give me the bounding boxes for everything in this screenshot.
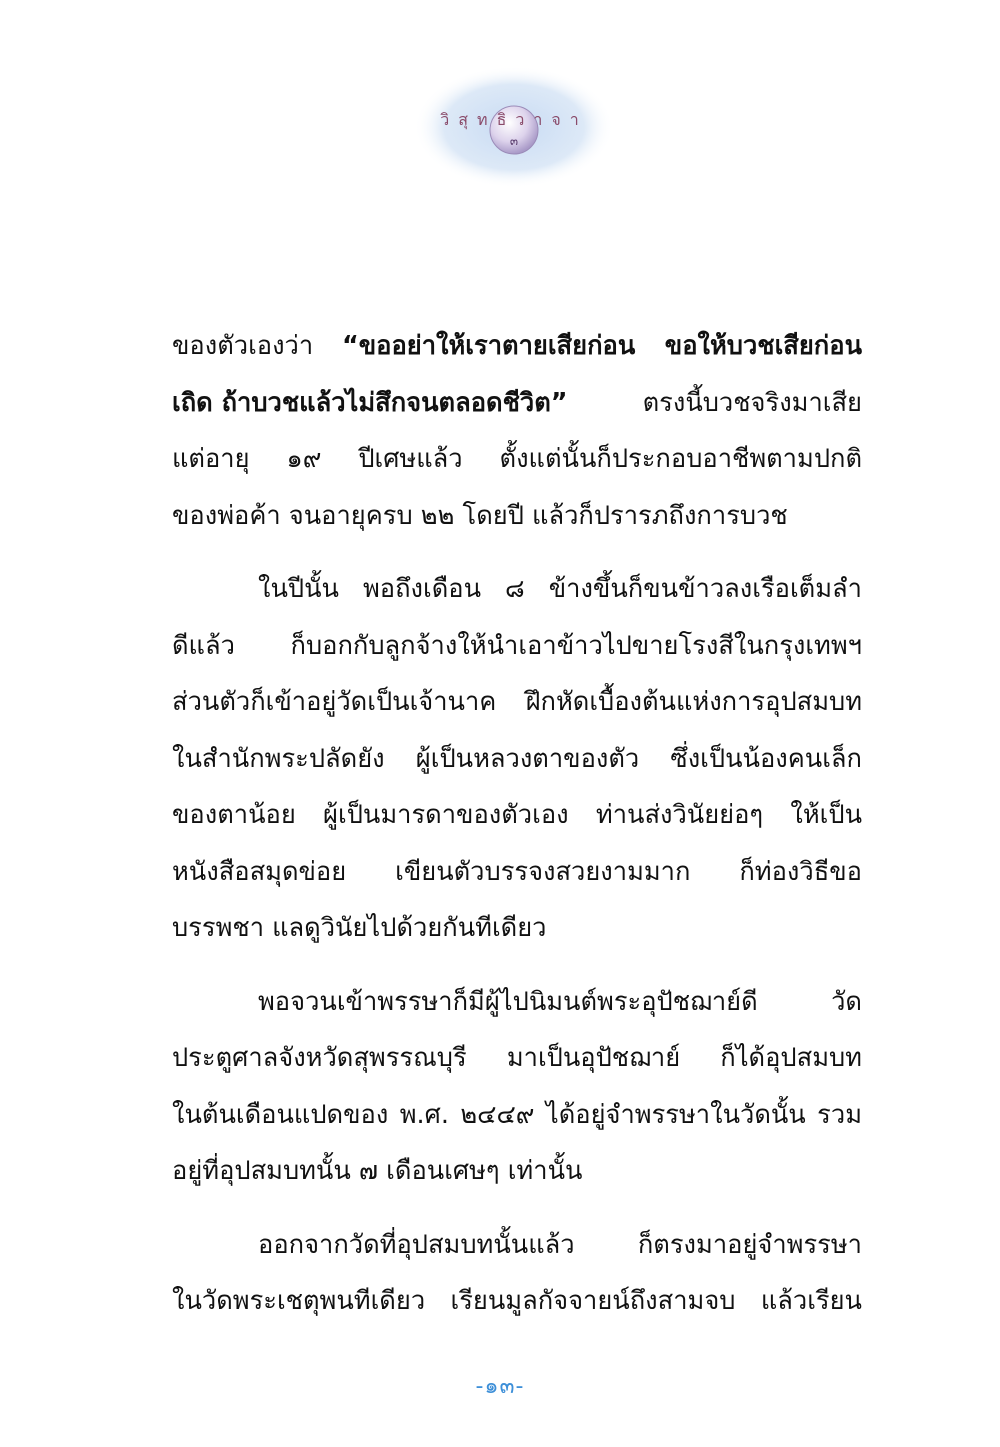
text-line: ประตูศาลจังหวัดสุพรรณบุรี มาเป็นอุปัชฌาย์ ก็ได้อุปสมบท — [172, 1043, 862, 1073]
text-line: ของตาน้อย ผู้เป็นมารดาของตัวเอง ท่านส่งวินัยย่อๆ ให้เป็น — [172, 800, 862, 830]
book-logo — [414, 66, 614, 188]
logo-title: วิสุทธิวาจา — [440, 110, 588, 129]
text-line: ดีแล้ว ก็บอกกับลูกจ้างให้นำเอาข้าวไปขายโรงสีในกรุงเทพฯ — [172, 630, 862, 661]
text-run: แต่อายุ ๑๙ ปีเศษแล้ว ตั้งแต่นั้นก็ประกอบอาชีพตามปกติ — [172, 444, 862, 474]
logo-badge: ๓ — [509, 134, 519, 148]
paragraph-2 — [172, 561, 862, 957]
page-number: -๑๓- — [475, 1374, 525, 1399]
text-line — [172, 375, 862, 432]
text-run: ของพ่อค้า จนอายุครบ ๒๒ โดยปี แล้วก็ปรารภถึงการบวช — [172, 500, 788, 531]
text-line — [172, 431, 862, 488]
paragraph-1 — [172, 318, 862, 544]
paragraph-3 — [172, 974, 862, 1200]
text-line: ออกจากวัดที่อุปสมบทนั้นแล้ว ก็ตรงมาอยู่จำพรรษา — [258, 1229, 862, 1260]
text-line: ส่วนตัวก็เข้าอยู่วัดเป็นเจ้านาค ฝึกหัดเบื้องต้นแห่งการอุปสมบท — [172, 687, 862, 717]
bold-quote-run: “ขออย่าให้เราตายเสียก่อน ขอให้บวชเสียก่อน — [341, 331, 862, 361]
text-line: ในสำนักพระปลัดยัง ผู้เป็นหลวงตาของตัว ซึ่งเป็นน้องคนเล็ก — [172, 743, 862, 774]
text-line — [172, 488, 862, 545]
text-line: ในต้นเดือนแปดของ พ.ศ. ๒๔๔๙ ได้อยู่จำพรรษาในวัดนั้น รวม — [172, 1099, 862, 1130]
text-run: ตรงนี้บวชจริงมาเสีย — [642, 387, 862, 418]
document-body — [172, 318, 862, 1330]
text-line: หนังสือสมุดข่อย เขียนตัวบรรจงสวยงามมาก ก็ท่องวิธีขอ — [172, 856, 862, 887]
bold-quote-run: เถิด ถ้าบวชแล้วไม่สึกจนตลอดชีวิต” — [172, 387, 568, 418]
text-line — [172, 318, 862, 375]
text-line: พอจวนเข้าพรรษาก็มีผู้ไปนิมนต์พระอุปัชฌาย์ดี วัด — [258, 986, 862, 1017]
text-line: อยู่ที่อุปสมบทนั้น ๗ เดือนเศษๆ เท่านั้น — [172, 1156, 583, 1186]
paragraph-4 — [172, 1217, 862, 1330]
text-line: บรรพชา แลดูวินัยไปด้วยกันทีเดียว — [172, 913, 547, 943]
text-line: ในปีนั้น พอถึงเดือน ๘ ข้างขึ้นก็ขนข้าวลงเรือเต็มลำ — [258, 574, 862, 604]
text-line: ในวัดพระเชตุพนทีเดียว เรียนมูลกัจจายน์ถึงสามจบ แล้วเรียน — [172, 1286, 862, 1316]
text-run: ของตัวเองว่า — [172, 331, 342, 361]
